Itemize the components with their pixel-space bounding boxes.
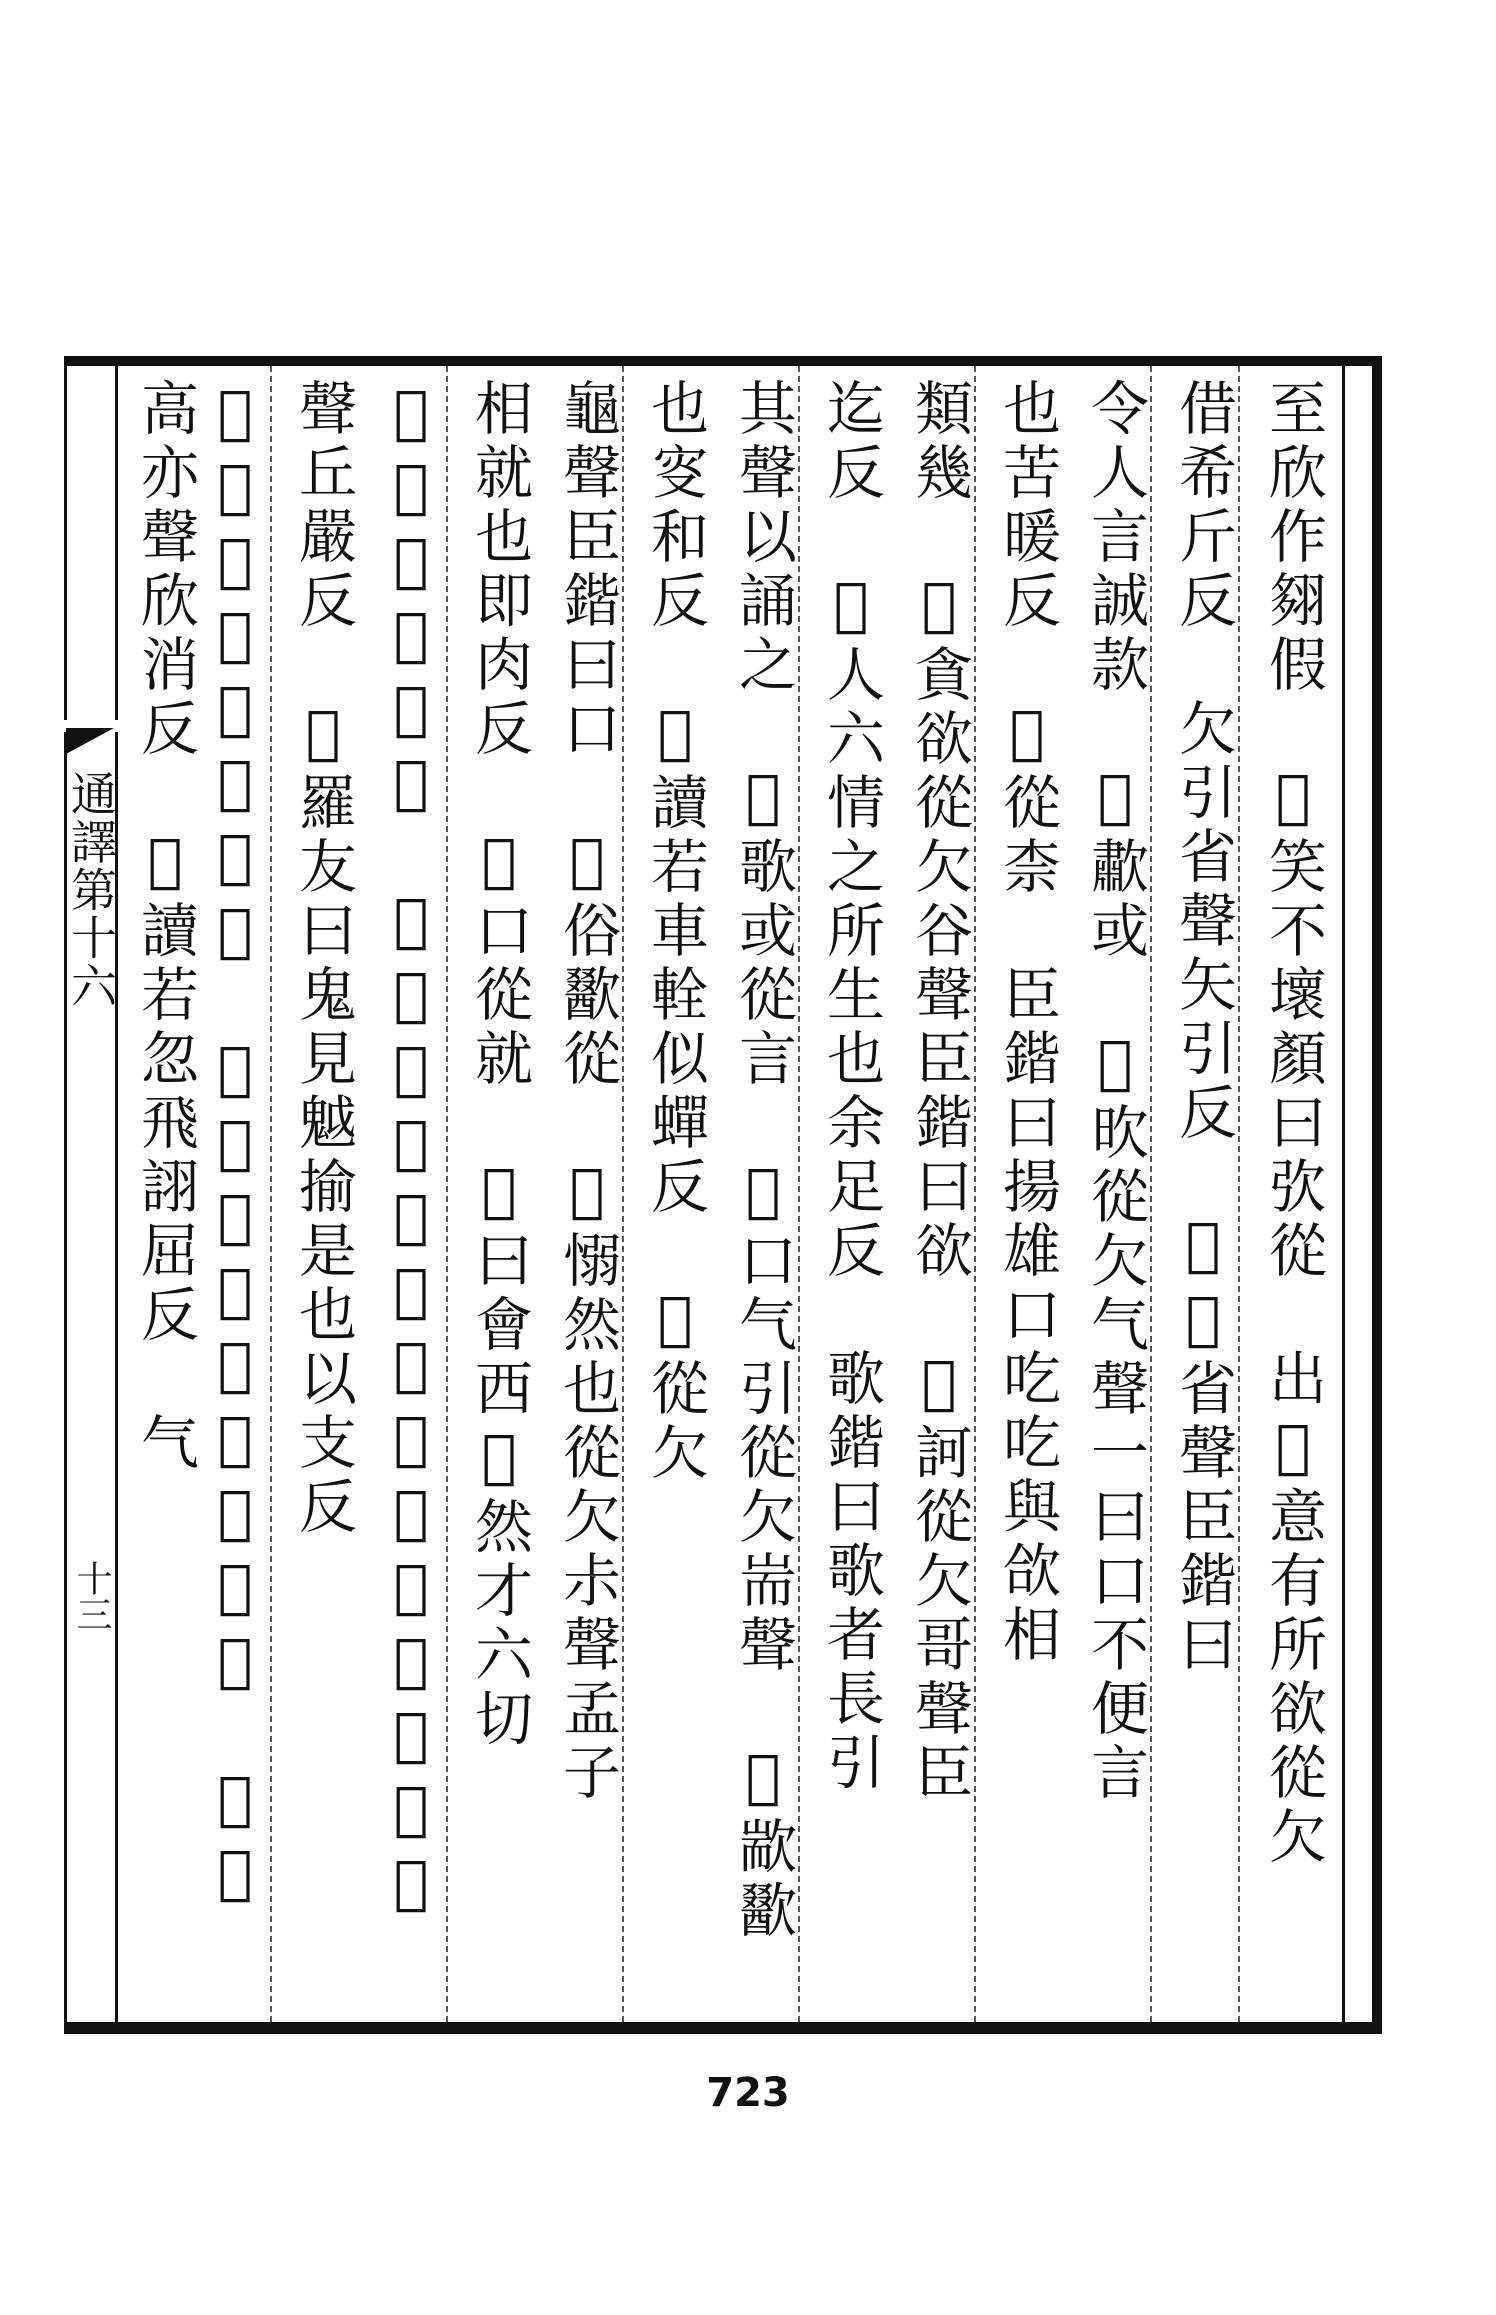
margin-title: 通譯第十六 — [64, 770, 118, 1010]
page-number: 723 — [706, 2070, 790, 2116]
text-column-11: 𢂭舍笑從欠今 𢂭人相笑歋瘉從欠虒聲臣鍇曰晉 — [377, 378, 445, 1922]
text-column-9: 龜聲臣鍇曰口 𢂭俗歠從 𢂭愵然也從欠尗聲孟子 — [553, 378, 621, 1806]
text-column-14: 高亦聲欣消反 𢂭讀若忽飛詡屈反 气 — [131, 378, 199, 1476]
text-column-7: 其聲以誦之 𢂭歌或從言 𢂭口气引從欠耑聲 𢂭歂歠 — [729, 378, 797, 1944]
margin-leaf-number: 十三 — [71, 1560, 112, 1632]
text-column-10: 相就也即肉反 𢂭口從就 𢂭曰會西𢂭然才六切 — [465, 378, 533, 1752]
text-column-4: 也苦暖反 𢂭從柰 臣鍇曰揚雄口吃吃與欱相 — [993, 378, 1061, 1668]
text-column-5: 類幾 𢂭貪欲從欠谷聲臣鍇曰欲 𢂭訶從欠哥聲臣 — [905, 378, 973, 1806]
text-column-12: 聲丘嚴反 𢂭羅友曰鬼見魆揄是也以支反 — [289, 378, 357, 1540]
margin-strip — [64, 356, 118, 2034]
text-column-1: 至欣作翗假 𢂭笑不壞顏曰弞從 出𢂭意有所欲從欠 — [1259, 378, 1327, 1870]
right-border-rule — [1342, 366, 1345, 2022]
text-column-13: 𢂭歊气出皃從欠高 𢂭有所吹起從欠炎聲 𢂭出 — [201, 378, 269, 1912]
text-column-2: 借希斤反 欠引省聲矢引反 𢂭𢂭省聲臣鍇曰 — [1169, 378, 1237, 1678]
text-column-3: 令人言誠款 𢂭歗或 𢂭欥從欠气聲一曰口不便言 — [1081, 378, 1149, 1806]
text-column-8: 也叜和反 𢂭讀若車輇似蟬反 𢂭從欠 — [641, 378, 709, 1486]
fishtail-mark — [66, 728, 114, 754]
text-column-6: 迄反 𢂭人六情之所生也余足反 歌鍇曰歌者長引 — [817, 378, 885, 1796]
